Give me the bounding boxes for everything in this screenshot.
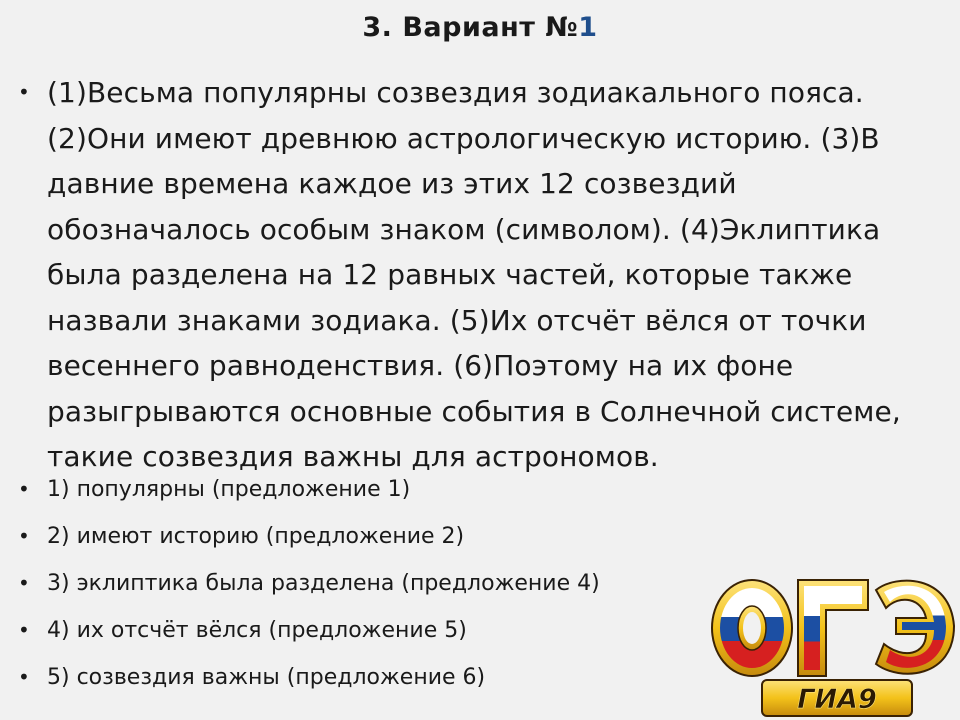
option-4 <box>18 607 718 654</box>
title-prefix: 3. Вариант № <box>362 12 579 43</box>
bullet: • <box>18 477 30 501</box>
oge-logo <box>700 568 958 720</box>
option-text: 5) созвездия важны (предложение 6) <box>47 665 486 690</box>
page-title <box>0 12 960 43</box>
title-number: 1 <box>578 12 598 43</box>
bullet: • <box>18 665 30 689</box>
option-text: 1) популярны (предложение 1) <box>47 477 411 502</box>
bullet: • <box>18 571 30 595</box>
paragraph-text: (1)Весьма популярны созвездия зодиакального пояса. (2)Они имеют древнюю астрологическую историю. (3)В давние времена каждое из этих 12 созвездий обозначалось особым знаком (символом). (4)Эклиптика была разделена на 12 равных частей, которые также назвали знаками зодиака. (5)Их отсчёт вёлся от точки весеннего равноденствия. (6)Поэтому на их фоне разыгрываются основные события в Солнечной системе, такие созвездия важны для астрономов. <box>47 76 901 473</box>
logo-letter-e <box>876 581 954 674</box>
option-3 <box>18 560 718 607</box>
option-1 <box>18 466 718 513</box>
bullet: • <box>18 524 30 548</box>
bullet: • <box>18 618 30 642</box>
option-text: 2) имеют историю (предложение 2) <box>47 524 465 549</box>
option-5 <box>18 654 718 701</box>
task-paragraph <box>18 70 918 480</box>
logo-letter-g <box>798 580 868 676</box>
bullet: • <box>18 80 30 104</box>
option-2 <box>18 513 718 560</box>
option-text: 3) эклиптика была разделена (предложение 4) <box>47 571 600 596</box>
answer-options <box>18 466 718 701</box>
option-text: 4) их отсчёт вёлся (предложение 5) <box>47 618 467 643</box>
logo-bottom-text: ГИА9 <box>797 684 877 715</box>
